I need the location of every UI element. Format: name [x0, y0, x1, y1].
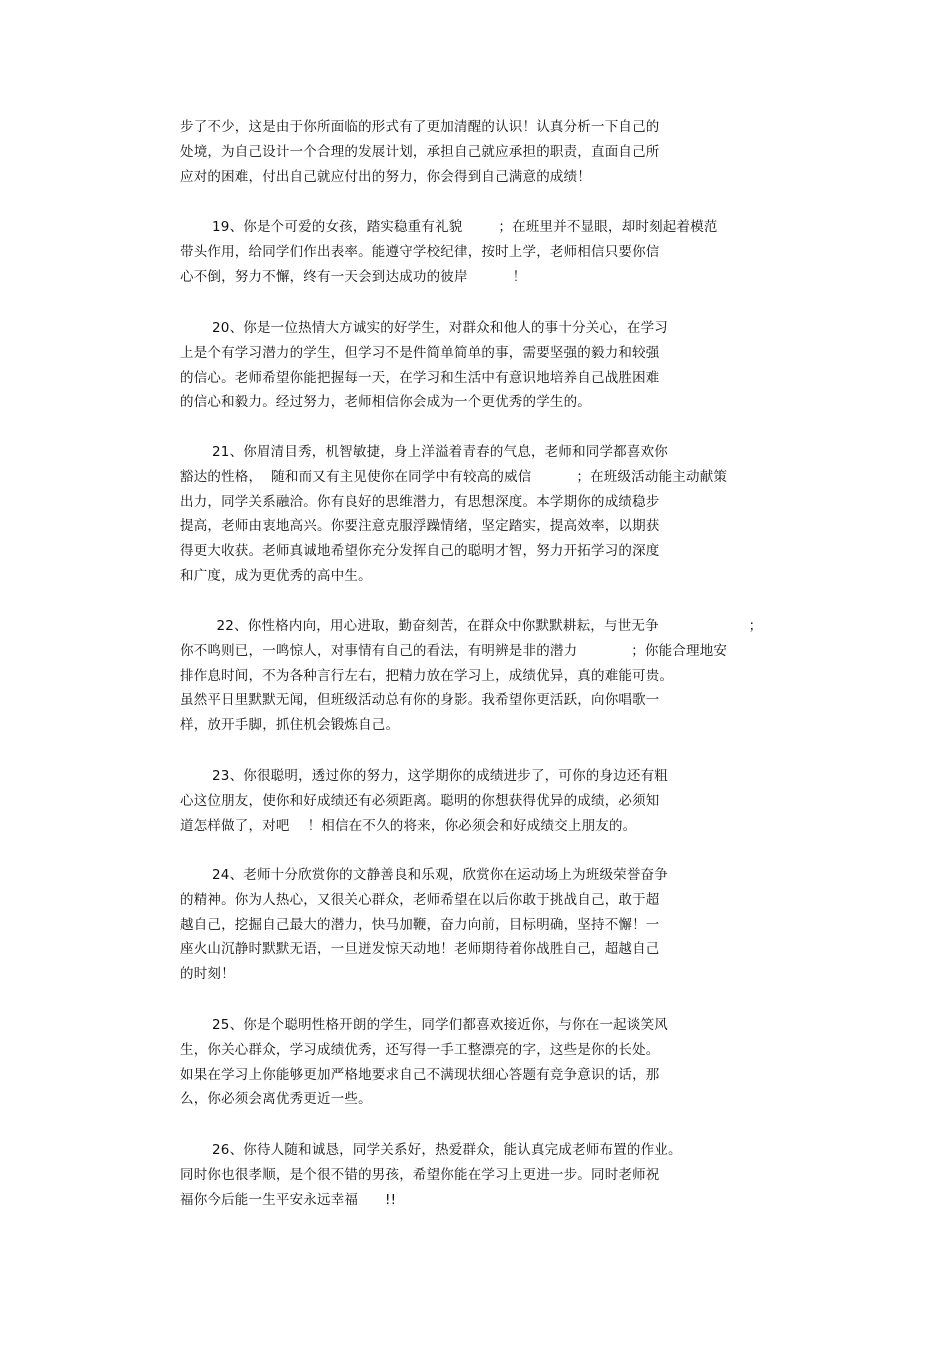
paragraph-line: 应对的困难，付出自己就应付出的努力，你会得到自己满意的成绩！ [180, 168, 591, 185]
paragraph-line: 的精神。你为人热心，又很关心群众，老师希望在以后你敢于挑战自己，敢于超 [180, 891, 660, 908]
paragraph-line: 心这位朋友，使你和好成绩还有必须距离。聪明的你想获得优异的成绩，必须知 [180, 792, 660, 809]
paragraph-line: 生，你关心群众，学习成绩优秀，还写得一手工整漂亮的字，这些是你的长处。 [180, 1041, 660, 1058]
paragraph-line: 和广度，成为更优秀的高中生。 [180, 568, 372, 584]
paragraph-line: 19、你是个可爱的女孩，踏实稳重有礼貌 ；在班里并不显眼，却时刻起着模范 [212, 219, 718, 235]
paragraph-line: 的信心。老师希望你能把握每一天，在学习和生活中有意识地培养自己战胜困难 [180, 369, 660, 386]
paragraph-line: 福你今后能一生平安永远幸福 !! [180, 1191, 397, 1208]
paragraph-line: 样，放开手脚，抓住机会锻炼自己。 [180, 717, 400, 734]
paragraph-line: 虽然平日里默默无闻，但班级活动总有你的身影。我希望你更活跃，向你唱歌一 [180, 692, 660, 709]
paragraph-line: 排作息时间，不为各种言行左右，把精力放在学习上，成绩优异，真的难能可贵。 [180, 667, 674, 684]
paragraph-line: 出力，同学关系融洽。你有良好的思维潜力，有思想深度。本学期你的成绩稳步 [180, 493, 660, 510]
paragraph-line: 带头作用，给同学们作出表率。能遵守学校纪律，按时上学，老师相信只要你信 [180, 243, 660, 260]
paragraph-line: 20、你是一位热情大方诚实的好学生，对群众和他人的事十分关心，在学习 [212, 320, 668, 336]
paragraph-line: 26、你待人随和诚恳，同学关系好，热爱群众，能认真完成老师布置的作业。 [212, 1142, 682, 1158]
paragraph-line: 的信心和毅力。经过努力，老师相信你会成为一个更优秀的学生的。 [180, 394, 591, 411]
paragraph-line: 同时你也很孝顺，是个很不错的男孩，希望你能在学习上更进一步。同时老师祝 [180, 1166, 660, 1183]
paragraph-line: 上是个有学习潜力的学生，但学习不是件简单简单的事，需要坚强的毅力和较强 [180, 344, 660, 361]
paragraph-line: 如果在学习上你能够更加严格地要求自己不满现状细心答题有竞争意识的话，那 [180, 1066, 660, 1083]
paragraph-line: 越自己，挖掘自己最大的潜力，快马加鞭，奋力向前，目标明确，坚持不懈！一 [180, 916, 660, 933]
paragraph-line: 的时刻！ [180, 966, 235, 983]
paragraph-line: 心不倒，努力不懈，终有一天会到达成功的彼岸 ！ [180, 268, 527, 285]
paragraph-line: 21、你眉清目秀，机智敏捷，身上洋溢着青春的气息，老师和同学都喜欢你 [212, 444, 668, 460]
paragraph-line: 处境，为自己设计一个合理的发展计划，承担自己就应承担的职责，直面自己所 [180, 143, 660, 160]
paragraph-line: 你不鸣则已，一鸣惊人，对事情有自己的看法，有明辨是非的潜力 ；你能合理地安 [180, 642, 728, 659]
paragraph-line: 么，你必须会离优秀更近一些。 [180, 1091, 372, 1108]
paragraph-line: 25、你是个聪明性格开朗的学生，同学们都喜欢接近你，与你在一起谈笑风 [212, 1017, 668, 1033]
paragraph-line: 24、老师十分欣赏你的文静善良和乐观，欣赏你在运动场上为班级荣誉奋争 [212, 867, 668, 883]
paragraph-line: 豁达的性格， 随和而又有主见使你在同学中有较高的威信 ；在班级活动能主动献策 [180, 468, 728, 485]
paragraph-line: 提高，老师由衷地高兴。你要注意克服浮躁情绪，坚定踏实，提高效率，以期获 [180, 518, 660, 535]
paragraph-line: 道怎样做了，对吧 ！相信在不久的将来，你必须会和好成绩交上朋友的。 [180, 817, 637, 834]
paragraph-line: 座火山沉静时默默无语，一旦迸发惊天动地！老师期待着你战胜自己，超越自己 [180, 941, 660, 958]
paragraph-line: 23、你很聪明，透过你的努力，这学期你的成绩进步了，可你的身边还有粗 [212, 768, 668, 784]
paragraph-line: 步了不少，这是由于你所面临的形式有了更加清醒的认识！认真分析一下自己的 [180, 119, 660, 135]
paragraph-line: 得更大收获。老师真诚地希望你充分发挥自己的聪明才智，努力开拓学习的深度 [180, 543, 660, 560]
paragraph-line: 22、你性格内向，用心进取，勤奋刻苦，在群众中你默默耕耘，与世无争 ； [212, 618, 763, 634]
